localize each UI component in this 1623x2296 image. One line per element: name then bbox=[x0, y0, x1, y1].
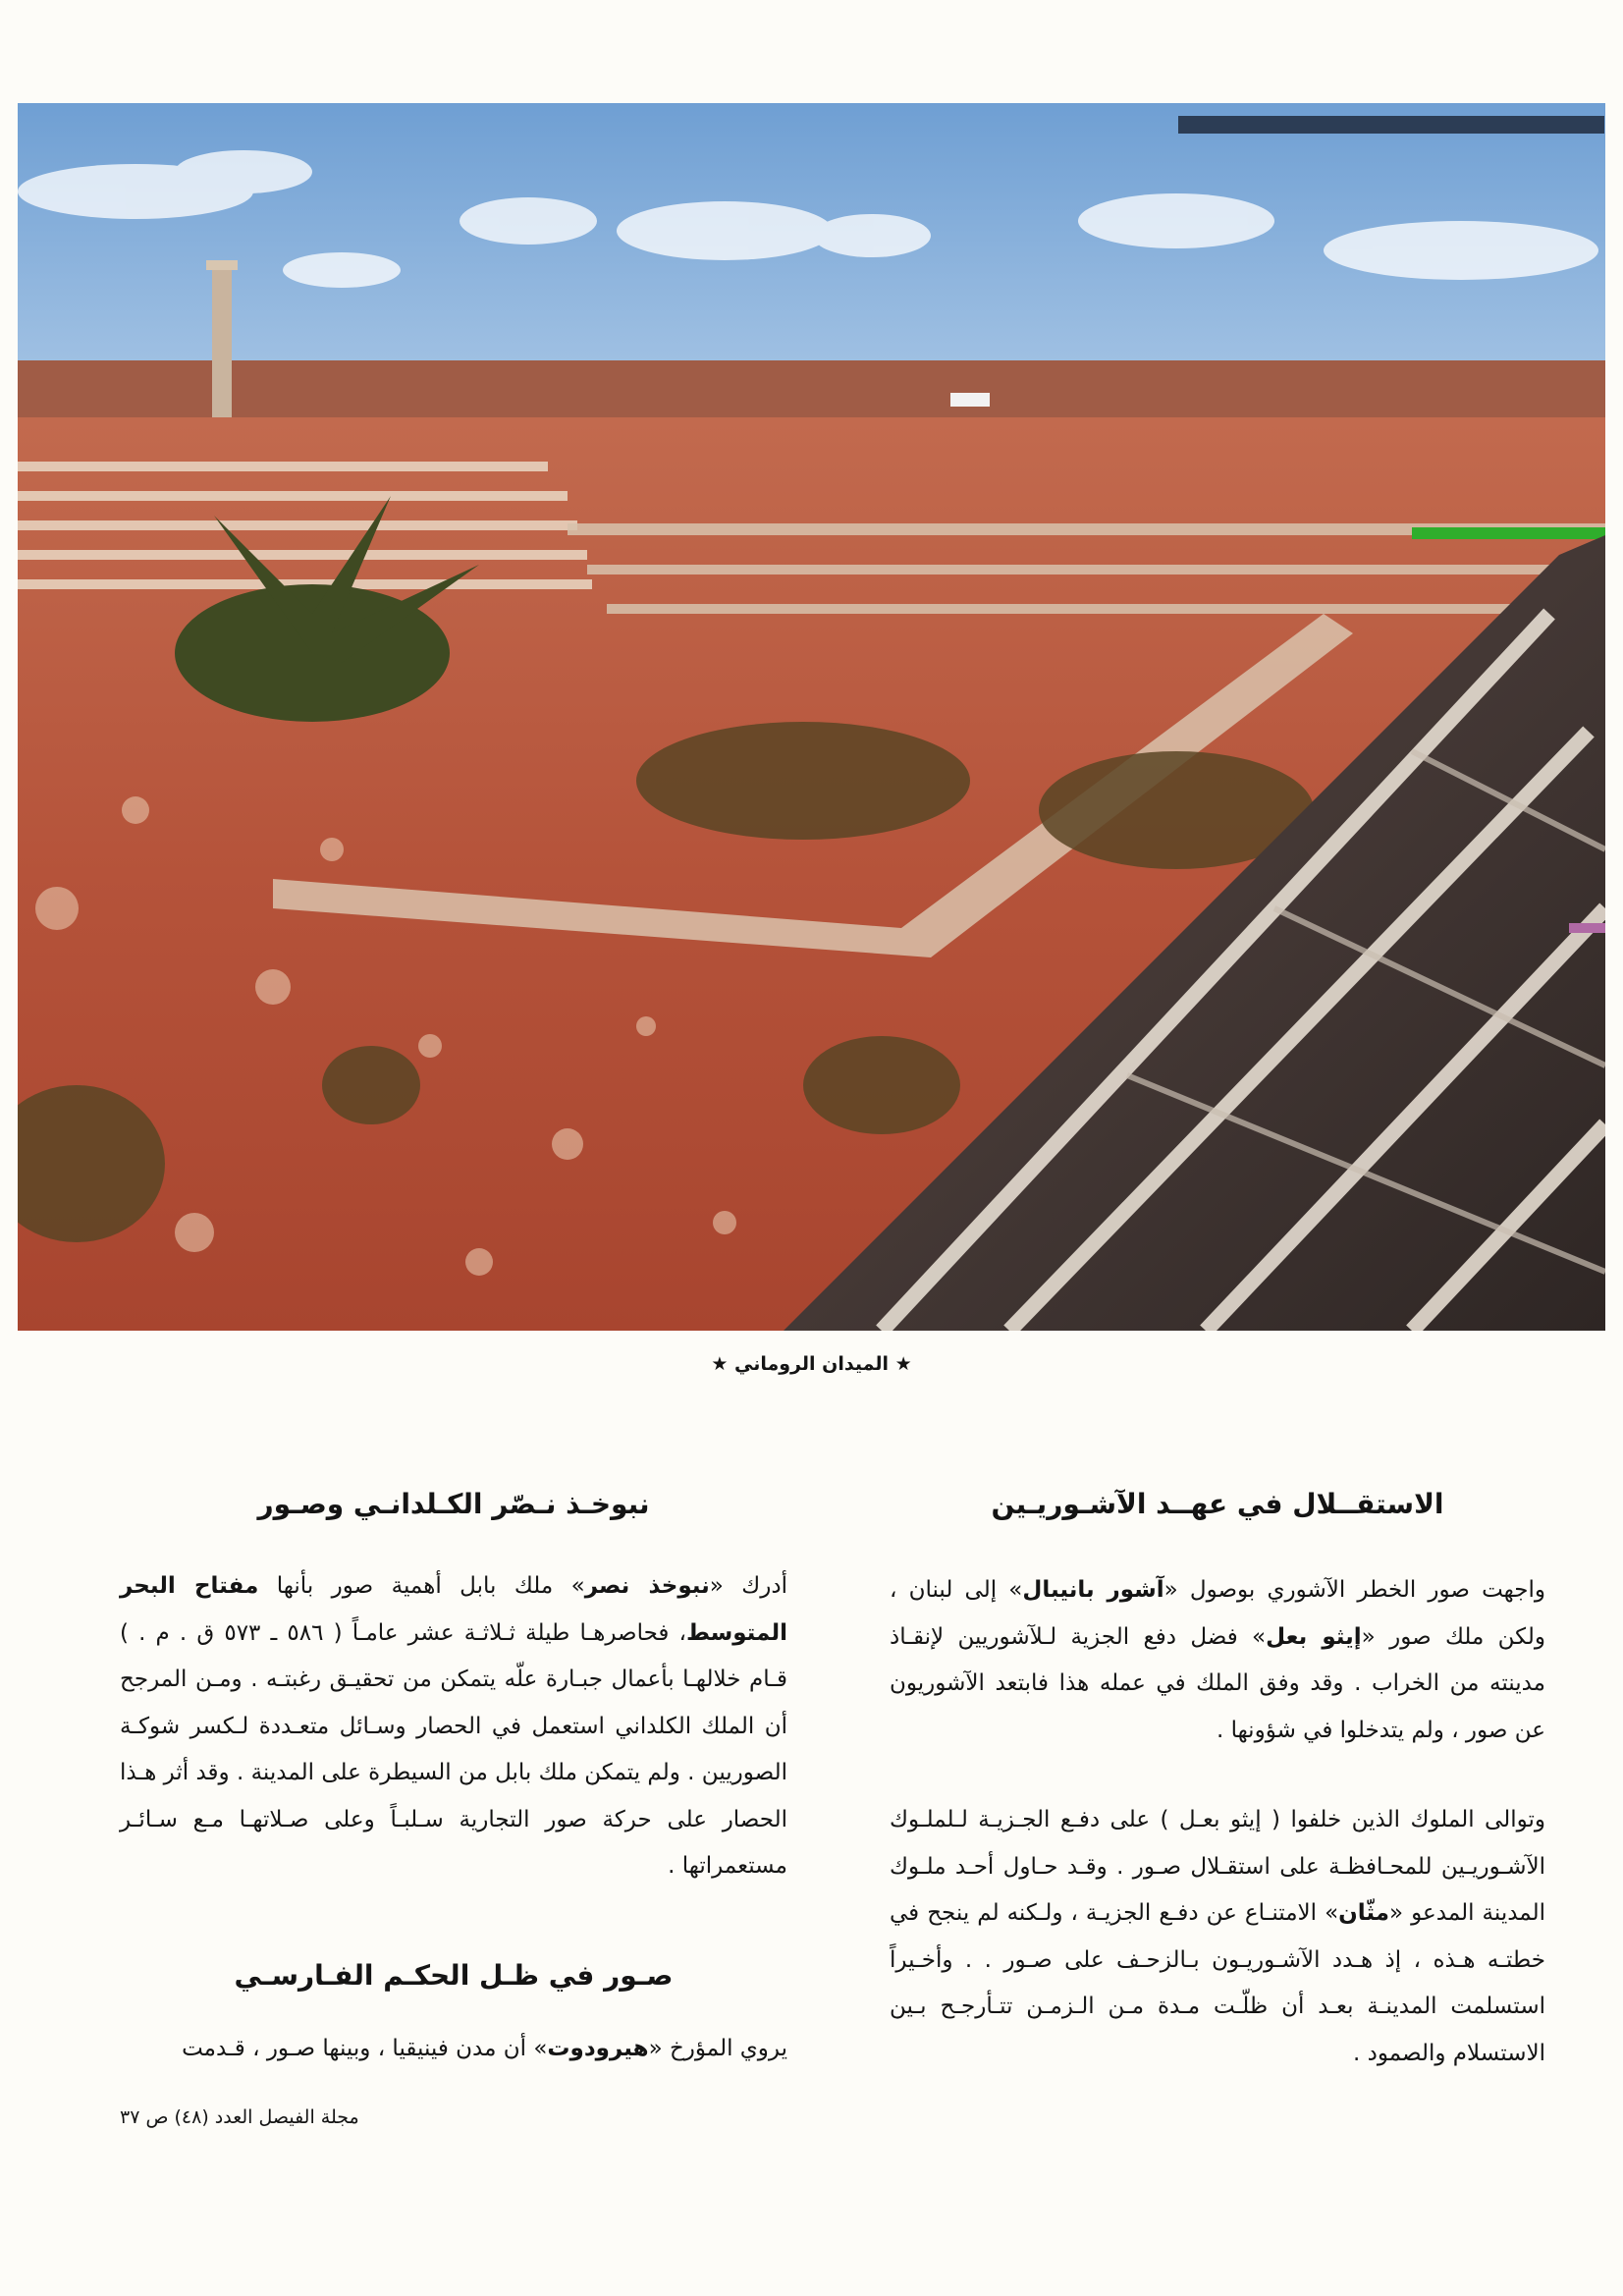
text-run: » أن مدن فينيقيا ، وبينها صـور ، قـدمت bbox=[182, 2036, 548, 2061]
paragraph-nebuchadnezzar bbox=[120, 1563, 787, 1890]
bold-name-nebuchadnezzar: نبوخذ نصر bbox=[584, 1573, 710, 1599]
text-run: واجهت صور الخطر الآشوري بوصول « bbox=[1163, 1577, 1545, 1603]
text-run: » ملك بابل أهمية صور بأنها bbox=[258, 1573, 585, 1599]
text-run: ، فحاصرهـا طيلة ثـلاثـة عشر عامـاً ( ٥٨٦ ـ ٥٧٣ ق . م . ) قـام خلالهـا بأعمال جبـارة علّه يتمكن من تحقيـق رغبتـه . ومـن المرجح أن الملك الكلداني استعمل في الحصار وسـائل متعـددة لـكسر شوكـة الصوريين . ولم يتمكن ملك بابل من السيطرة على المدينة . وقد أثر هـذا الحصار على حركة صور التجارية سـلبـاً وعلى صـلاتهـا مـع سـائـر مستعمراتها . bbox=[120, 1619, 787, 1879]
page-footer: مجلة الفيصل العدد (٤٨) ص ٣٧ bbox=[120, 2106, 359, 2128]
bold-name-ithobaal: إيثو بعل bbox=[1266, 1623, 1362, 1650]
bold-name-mattan: مثّان bbox=[1338, 1900, 1390, 1926]
ruins-illustration bbox=[18, 103, 1605, 1331]
text-run: » فضل دفع الجزية لـلآشوريين لإنقـاذ مدينته من الخراب . وقد وفق الملك في عمله هذا فابتعد الآشوريون عن صور ، ولم يتدخلوا في شؤونها . bbox=[890, 1623, 1545, 1743]
bold-name-herodotus: هيرودوت bbox=[547, 2036, 649, 2061]
text-run: » إلى لبنان ، ولكن ملك صور « bbox=[890, 1577, 1545, 1650]
photo-caption: ★ الميدان الروماني ★ bbox=[711, 1353, 912, 1375]
text-run: يروي المؤرخ « bbox=[648, 2036, 787, 2061]
text-run: أدرك « bbox=[709, 1573, 787, 1599]
heading-nebuchadnezzar: نبوخـذ نـصّر الكـلدانـي وصـور bbox=[257, 1488, 650, 1520]
standing-column bbox=[212, 265, 232, 440]
heading-persian-rule: صـور في ظـل الحكـم الفـارسـي bbox=[234, 1959, 674, 1992]
bold-phrase-key-of-mediterranean: مفتاح البحر المتوسط bbox=[120, 1573, 787, 1646]
bold-name-ashurbanipal: آشور بانيبال bbox=[1022, 1577, 1164, 1603]
paragraph-persian bbox=[120, 2026, 787, 2073]
heading-assyrian-independence: الاستقــلال في عهــد الآشـوريـين bbox=[991, 1488, 1444, 1520]
text-run: وتوالى الملوك الذين خلفوا ( إيثو بعـل ) على دفـع الجـزيـة لـلملـوك الآشـوريـين للمحـافظـة على استقـلال صـور . وقـد حـاول أحـد ملـوك المدينة المدعو « bbox=[890, 1807, 1545, 1926]
paragraph-assyrian-2 bbox=[890, 1797, 1545, 2077]
text-run: » الامتنـاع عن دفـع الجزيـة ، ولـكنه لم ينجح في خطتـه هـذه ، إذ هـدد الآشـوريـون بـالزحـف على صـور . . وأخـيراً استسلمت المدينـة بعـد أن ظلّـت مـدة مـن الـزمـن تتـأرجـح بـين الاستسلام والصمود . bbox=[890, 1900, 1545, 2066]
hippodrome-photo bbox=[18, 103, 1605, 1331]
paragraph-assyrian-1 bbox=[890, 1567, 1545, 1754]
photo-corner-bar bbox=[1178, 116, 1604, 134]
